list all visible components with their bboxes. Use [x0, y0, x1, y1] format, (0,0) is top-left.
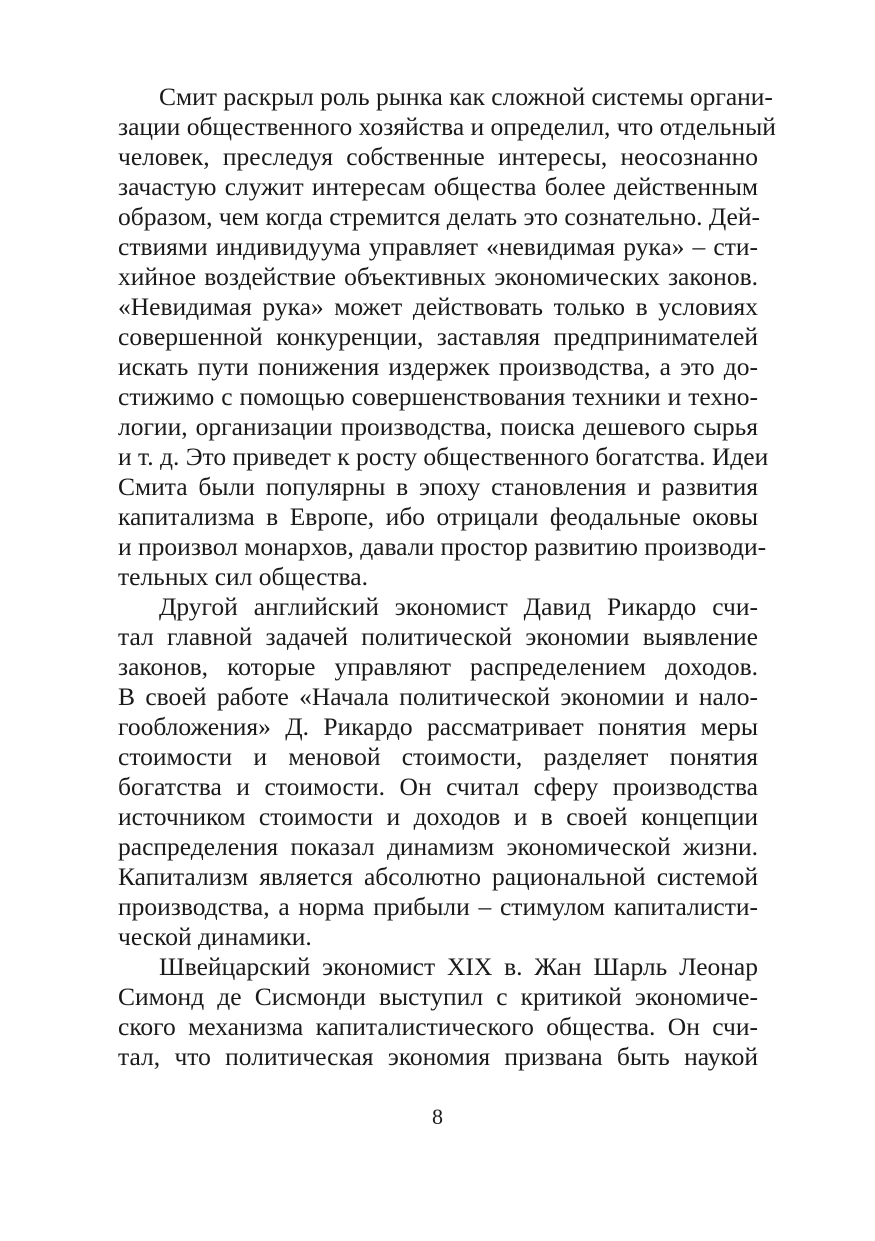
text-line: ческой динамики.	[118, 922, 312, 951]
paragraph-smith	[118, 82, 776, 592]
text-line: капитализма в Европе, ибо отрицали феодальные оковы	[118, 502, 758, 531]
text-line: стижимо с помощью совершенствования техники и техно-	[118, 382, 758, 411]
paragraph-ricardo	[118, 592, 758, 952]
text-line: Смита были популярны в эпоху становления и развития	[118, 472, 758, 501]
page-number: 8	[432, 1104, 443, 1129]
paragraph-sismondi	[118, 952, 758, 1072]
text-line: зачастую служит интересам общества более действенным	[118, 172, 758, 201]
text-line: тал, что политическая экономия призвана быть наукой	[118, 1042, 758, 1071]
text-line: и произвол монархов, давали простор развитию производи-	[118, 532, 767, 561]
text-line: В своей работе «Начала политической экономии и нало-	[118, 682, 758, 711]
text-line: тал главной задачей политической экономии выявление	[118, 622, 758, 651]
text-line: ского механизма капиталистического общества. Он счи-	[118, 1012, 758, 1041]
text-line: Симонд де Сисмонди выступил с критикой экономиче-	[118, 982, 758, 1011]
text-line: зации общественного хозяйства и определил, что отдельный	[118, 112, 776, 141]
text-line: тельных сил общества.	[118, 562, 368, 591]
text-line: Другой английский экономист Давид Рикардо счи-	[159, 592, 758, 621]
text-line: стоимости и меновой стоимости, разделяет понятия	[118, 742, 758, 771]
text-line: хийное воздействие объективных экономических законов.	[118, 262, 758, 291]
text-line: искать пути понижения издержек производства, а это до-	[118, 352, 758, 381]
body-text	[118, 82, 776, 1072]
text-line: законов, которые управляют распределением доходов.	[118, 652, 758, 681]
text-line: Швейцарский экономист XIX в. Жан Шарль Леонар	[159, 952, 758, 981]
text-line: ствиями индивидуума управляет «невидимая рука» – сти-	[118, 232, 758, 261]
text-line: источником стоимости и доходов и в своей концепции	[118, 802, 758, 831]
text-line: гообложения» Д. Рикардо рассматривает понятия меры	[118, 712, 758, 741]
text-line: распределения показал динамизм экономической жизни.	[118, 832, 758, 861]
text-line: Смит раскрыл роль рынка как сложной системы органи-	[159, 82, 773, 111]
text-line: человек, преследуя собственные интересы, неосознанно	[118, 142, 758, 171]
text-line: совершенной конкуренции, заставляя предпринимателей	[118, 322, 758, 351]
text-line: и т. д. Это приведет к росту общественного богатства. Идеи	[118, 442, 769, 471]
text-line: «Невидимая рука» может действовать только в условиях	[118, 292, 758, 321]
text-line: образом, чем когда стремится делать это сознательно. Дей-	[118, 202, 760, 231]
text-line: производства, а норма прибыли – стимулом капиталисти-	[118, 892, 758, 921]
text-line: богатства и стоимости. Он считал сферу производства	[118, 772, 758, 801]
text-line: логии, организации производства, поиска дешевого сырья	[118, 412, 758, 441]
text-line: Капитализм является абсолютно рациональной системой	[118, 862, 758, 891]
